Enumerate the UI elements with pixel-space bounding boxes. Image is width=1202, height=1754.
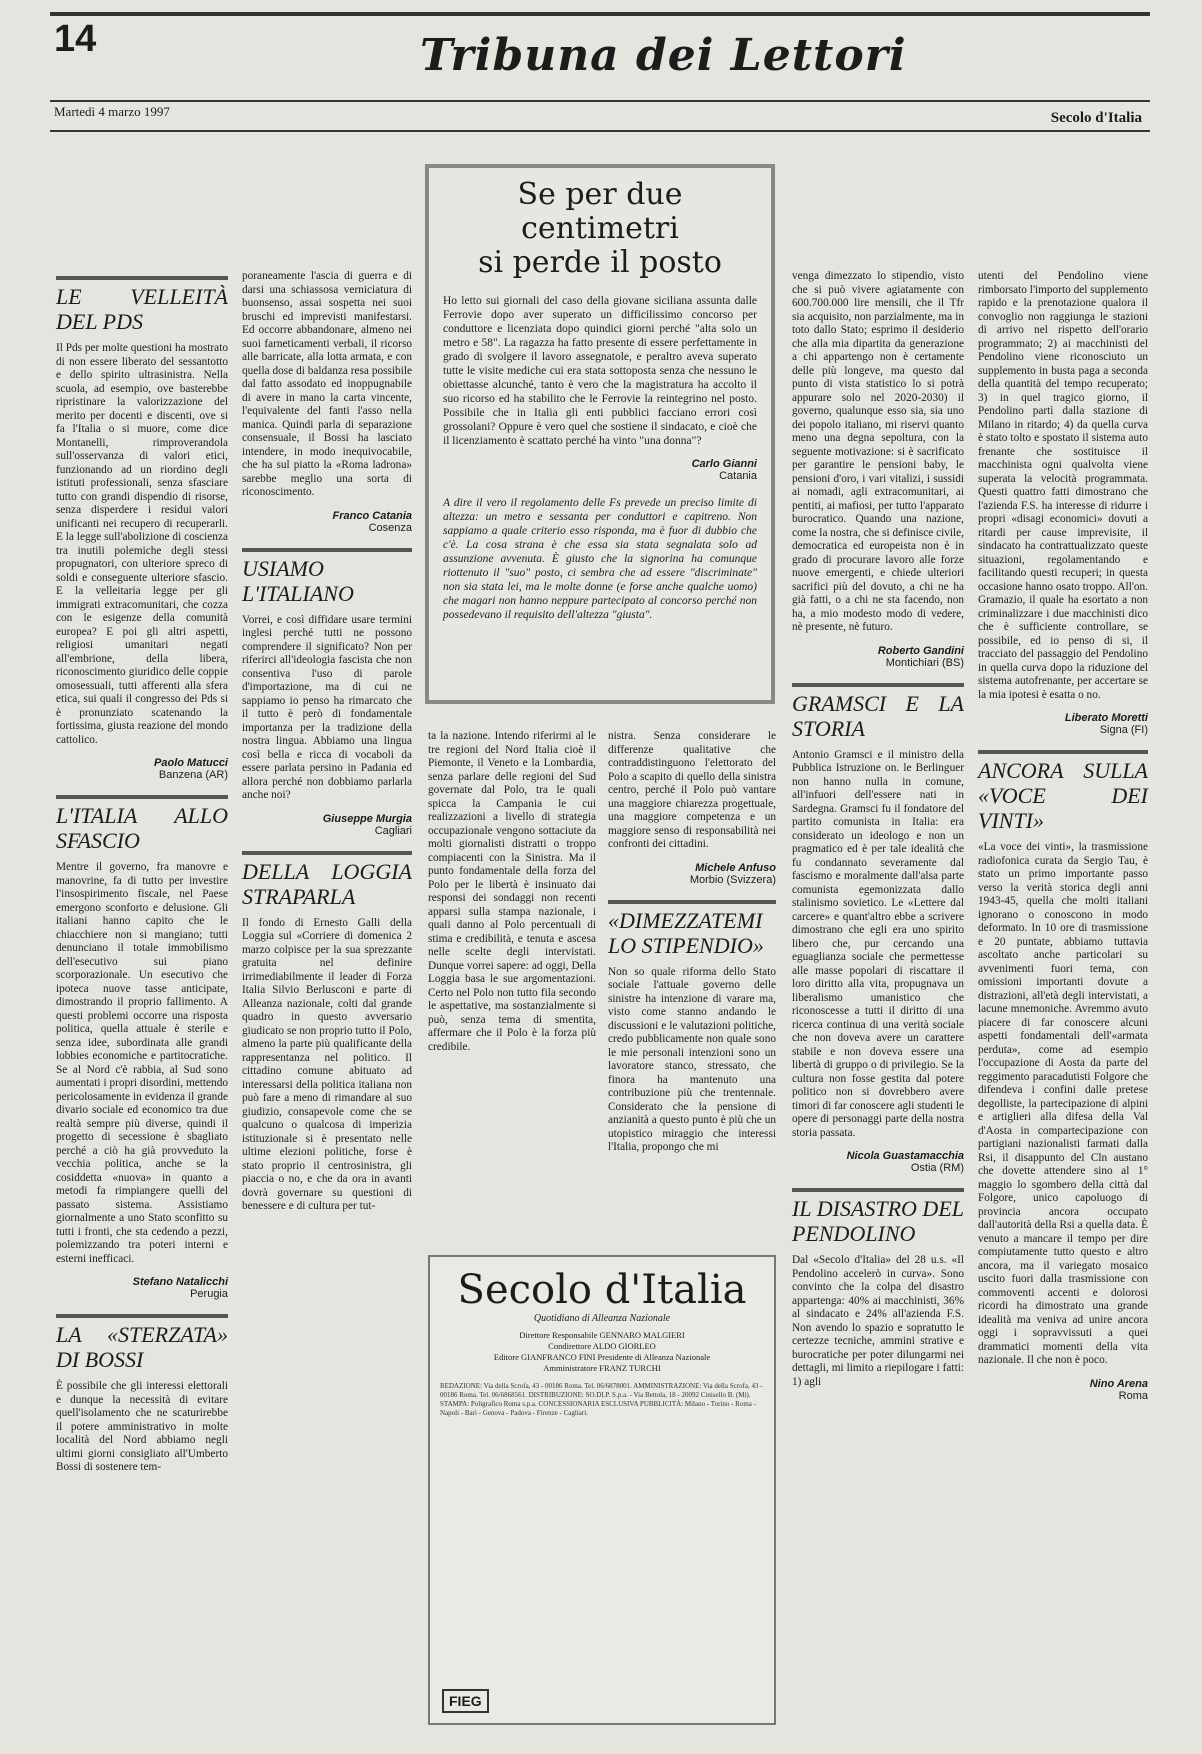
header-bottom-rule xyxy=(50,130,1150,132)
column-1 xyxy=(56,270,228,1478)
author-location: Roma xyxy=(1118,1389,1148,1402)
article-body: Antonio Gramsci e il ministro della Pubblica Istruzione on. le Berlinguer non hanno nulla in comune, all'infuori dell'essere nati in Sardegna. Gramsci fu il fondatore del partito comunista in Italia: era considerato un ideologo e non un pragmatico ed è per tale idealità che fu condannato severamente dal fascismo e moralmente dall'alsa parte comunista egemonizzata dallo stalinismo sovietico. Le «Lettere dal carcere» e quant'altro ebbe a scrivere dimostrano che egli era uno spirito libero che, pur cercando una eguaglianza sociale che permettesse alle masse popolari di riscattare il loro diritto alla vita, propugnava un liberalismo umanistico che riconoscesse a tutti il diritto di una ricerca continua di una verità sociale che non doveva avere un carattere stabile e non doveva essere una libertà di gruppo o di privilegio. Se la cultura non fosse gestita dal potere politico non si dovrebbero avere timori di far conoscere agli studenti le opere di personaggi parte della nostra storia passata. xyxy=(792,748,964,1139)
feature-title-line: si perde il posto xyxy=(478,245,722,280)
author-name: Nicola Guastamacchia xyxy=(846,1150,964,1162)
article-headline: ANCORA SULLA «VOCE DEI VINTI» xyxy=(978,750,1148,833)
article-body: È possibile che gli interessi elettorali e dunque la necessità di evitare quell'isolamento che ne scaturirebbe il potere amministrativo in molte località del Nord abbiamo negli ultimi giorni consigliato all'Umberto Bossi di sostenere tem- xyxy=(56,1380,228,1473)
article-body: Il fondo di Ernesto Galli della Loggia sul «Corriere di domenica 2 marzo colpisce per la sua sprezzante gratuita nel definire irrimediabilmente il leader di Forza Italia Silvio Berlusconi e parte di Alleanza nazionale, colti dal grande quadro in questo avversario giudicato se non proprio tutto il Polo, almeno la parte più qualificante della rappresentanza nel politico. Il cittadino comune abituato ad interessarsi della politica italiana non può fare a meno di rimandare al suo giudizio, consapevole come che se qualcuno o qualcosa di imperizia istituzionale si è presentato nelle ultime elezioni politiche, forse è stato proprio il centrosinistra, gli piaccia o no, e che da ora in avanti dovrà governare su questioni di benessere e di cultura per tut- xyxy=(242,916,412,1212)
author-name: Stefano Natalicchi xyxy=(132,1276,228,1288)
column-3 xyxy=(428,730,596,1230)
article-body: utenti del Pendolino viene rimborsato l'importo del supplemento rapido e la prenotazione qualora il convoglio non raggiunga le stazioni di arrivo nel rispetto dell'orario programmato; 2) ai macchinisti del Pendolino viene riconosciuto un supplemento in busta paga a seconda della quantità del tempo recuperato; 3) in quel tragico giorno, il Pendolino partì dalla stazione di Milano in ritardo; 4) da quella curva è stato tolto e spostato il sistema auto frenante che sostituisce il macchinista ogni qualvolta viene superata la velocità programmata. Questi quattro fatti dimostrano che l'azienda F.S. ha interesse di ridurre i propri «disagi economici» dovuti a ritardi per cause imprevisite, il sindacato ha contrattualizzato queste situazioni, regolamentando e facilitando questi recuperi; in questa occasione hanno osato troppo. All'on. Gramazio, il quale ha esortato a non criminalizzare i due macchinisti dico che è sufficiente controllare, se possibile, ed io penso di si, il tracciato del passaggio del Pendolino in quella curva dopo la riduzione del sistema autofrenante, per accertare se la mia ipotesi è esatta o no. xyxy=(978,270,1148,701)
header-rule xyxy=(50,100,1150,102)
author-name: Franco Catania xyxy=(332,509,412,522)
editorial-reply: A dire il vero il regolamento delle Fs prevede un preciso limite di altezza: un metro e sessanta per conduttori e capitreno. Non sappiamo a quale criterio esso risponda, ma è fuor di dubbio che c'è. La cosa strana è che essa sia stata segnalata solo ad assunzione avvenuta. È giusto che la signorina ha comunque riottenuto il "suo" posto, ci sembra che ad essere "discriminate" non sia stata lei, ma le molte donne (e forse anche qualche uomo) che magari non hanno neppure partecipato al concorso perché non possedevano il requisito dell'altezza "giusta". xyxy=(443,497,757,621)
author-name: Carlo Gianni xyxy=(691,458,757,470)
feature-title-line: Se per due centimetri xyxy=(517,177,683,246)
column-2 xyxy=(242,270,412,1217)
fieg-logo: FIEG xyxy=(442,1689,489,1713)
feature-title xyxy=(443,178,757,280)
author-location: Banzena (AR) xyxy=(158,769,228,781)
page-number: 14 xyxy=(54,18,97,60)
article-body: venga dimezzato lo stipendio, visto che si può vivere agiatamente con 600.700.000 lire mensili, che il Tfr sia acquisito, non parzialmente, ma in toto dallo Stato; esprimo il desiderio che alla mia dipartita da generazione a chi appartengo non è certamente delle più longeve, ma questo dal punto di vista statistico lo si potrà appurare solo nel 2020-2030) il governo, qualunque esso sia, sia uno dei popolo italiano, mi riservi quanto meno una degna sepoltura, con la seguente motivazione: si è sacrificato per garantire le pensioni baby, le pensioni d'oro, i vari vitalizi, i sussidi ai nomadi, agli extracomunitari, ai pentiti, ai mafiosi, per tutto l'apparato burocratico. Quando una nazione, come la nostra, che si definisce civile, democratica ed europeista non è in grado di procurare lavoro alle forze nuove emergenti, e chiede ulteriori sacrifici più del dovuto, a chi ne ha già fatti, o a chi ne sta facendo, non ha, a mio modesto modo di vedere, nè presente, nè futuro. xyxy=(792,270,964,633)
article-body: Dal «Secolo d'Italia» del 28 u.s. «Il Pendolino accelerò in curva». Sono convinto che la colpa del disastro appartenga: 40% ai macchinisti, 36% al sindacato e 24% all'azienda F.S. Non avendo lo spazio e sopratutto le certezze tecniche, ammini strative e burocratiche per poter dilungarmi nei dettagli, mi limito a riepilogare i fatti: 1) agli xyxy=(792,1254,964,1388)
author-name: Giuseppe Murgia xyxy=(322,812,412,825)
colophon-box xyxy=(428,1255,776,1725)
issue-date: Martedì 4 marzo 1997 xyxy=(54,104,170,119)
article-headline: DELLA LOGGIA STRAPARLA xyxy=(242,851,412,909)
author-name: Liberato Moretti xyxy=(1064,712,1148,724)
article-headline: «DIMEZZATEMI LO STIPENDIO» xyxy=(608,900,776,958)
column-6 xyxy=(978,270,1148,1416)
author-location: Montichiari (BS) xyxy=(885,656,964,669)
author-location: Signa (FI) xyxy=(1099,724,1148,736)
newspaper-name: Secolo d'Italia xyxy=(1050,110,1142,126)
author-name: Nino Arena xyxy=(1089,1377,1148,1390)
author-name: Paolo Matucci xyxy=(154,757,228,769)
author-location: Morbio (Svizzera) xyxy=(689,873,776,886)
feature-box xyxy=(425,164,775,704)
feature-letter: Ho letto sui giornali del caso della giovane siciliana assunta dalle Ferrovie dopo aver superato un difficilissimo concorso per conduttore e licenziata dopo quindici giorni perché "alta solo un metro e 58". La ragazza ha fatto presente di essere perfettamente in grado di svolgere il lavoro assegnatole, e peraltro aveva superato tutte le visite mediche cui era stata sottoposta senza che nessuno le obiettasse alcunché, tanto è vero che la magistratura ha accolto il suo ricorso ed ha stabilito che le Ferrovie la reintegrino nel posto. Possibile che in Italia gli enti pubblici facciano errori così grossolani? Oppure è vero quel che sostiene il sindacato, e cioè che il licenziamento è scattato perché ha vinto "una donna"? xyxy=(443,295,757,447)
article-body: «La voce dei vinti», la trasmissione radiofonica curata da Sergio Tau, è stato un primo importante passo verso la verità storica degli anni 1943-45, quella che molti italiani ignorano o conoscono in modo deformato. In 10 ore di trasmissione e 20 puntate, abbiamo tuttavia ascoltato anche particolari su avvenimenti fuori tema, con omissioni importanti dovute a distrazioni, all'età degli intervistati, a lacune mnemoniche. Avremmo avuto piacere di far conoscere alcuni aspetti fondamentali dell'«armata perduta», come ad esempio l'occupazione di Aosta da parte del reggimento paracadutisti Folgore che difendeva i confini dalle pretese degolliste, la partecipazione di alpini e artiglieri alla difesa della Val d'Aosta in compartecipazione con partigiani nazionalisti farmati dalla Rsi, il disappunto del Cln austano che dovette attendere sino al 1° maggio lo sgombero della città dal Folgore, unico capoluogo di provincia ancora occupato dall'autorità della Rsi a quella data. È venuto a mancare il tempo per dire compiutamente tutto questo e altro ancora, ma il variegato mosaico uscito fuori dalla trasmissione con commoventi accenti e dolorosi ricordi ha dimostrato una grande idealità ma veniva ad unire ancora oggi i sopravvissuti a quei drammatici momenti della vita nazionale. Il che non è poco. xyxy=(978,841,1148,1366)
author-location: Perugia xyxy=(190,1288,228,1300)
article-headline: GRAMSCI E LA STORIA xyxy=(792,683,964,741)
author-location: Catania xyxy=(719,470,757,482)
colophon-subtitle: Quotidiano di Alleanza Nazionale xyxy=(533,1313,671,1324)
column-4 xyxy=(608,730,776,1230)
colophon-line: Condirettore ALDO GIORLEO xyxy=(548,1341,656,1351)
section-masthead: Tribuna dei Lettori xyxy=(420,30,907,81)
author-name: Roberto Gandini xyxy=(877,644,964,657)
article-headline: LE VELLEITÀ DEL PDS xyxy=(56,276,228,334)
author-name: Michele Anfuso xyxy=(695,861,776,874)
colophon-details: REDAZIONE: Via della Scrofa, 43 - 00186 Roma. Tel. 06/6878001. AMMINISTRAZIONE: Via della Scrofa, 43 - 00186 Roma. Tel. 06/6868561. DISTRIBUZIONE: SO.DI.P. S.p.a. - Via Bettola, 18 - 20092 Cinisello B. (Mi). STAMPA: Poligrafico Roma s.p.a. CONCESSIONARIA ESCLUSIVA PUBBLICITÀ: Milano - Torino - Roma - Napoli - Bari - Genova - Padova - Firenze - Cagliari. xyxy=(440,1382,763,1417)
article-body: Mentre il governo, fra manovre e manovrine, fa di tutto per investire l'insospirimento fiscale, nel Paese emergono sconforto e delusione. Gli italiani hanno capito che le chiacchiere non si mangiano; tutti denunciano il totale immobilismo dell'esecutivo sui piano scorporazionale. Un esecutivo che ipoteca nuove tasse anticipate, dimostrando il proprio fallimento. A questi problemi occorre una risposta politica, quella attuale è sterile e senza idee, subordinata alle grandi lobbies economiche e partitocratiche. Se al Nord c'è rabbia, al Sud sono aumentati i propri disordini, mettendo pericolosamente in evidenza il grande divario sociale ed economico tra due realtà sempre più diverse, quindi il progetto di secessione è sbagliato perché a ciò ha già provveduto la vecchia politica, anche se la cosiddetta «nuova» in quanto a metodi fa rimpiangere quelli del passato sistema. Assistiamo giornalmente a uno Stato sconfitto su tutti i fronti, che sta cedendo a pezzi, polemizzando tra poteri interni e esterni inefficaci. xyxy=(56,861,228,1265)
article-body: Il Pds per molte questioni ha mostrato di non essere liberato del sessantotto e dello spirito ultrasinistra. Nella scuola, ad esempio, ove basterebbe ripristinare la valorizzazione del merito per docenti e discenti, ove si fa l'Italia o si muore, come dice Montanelli, rimproverandola sull'osservanza di valori etici, funzionando ad un riordino degli istituti professionali, senza sfasciare tutto con grandi dispendio di risorse, senza disperdere i residui valori unificanti nei recupero di recuperarli. E la legge sull'abolizione di coscienza tra inutili polemiche degli stessi propugnatori, con ulteriore spreco di soldi e conseguente ulteriore sfascio. E la velleitaria legge per gli immigrati extracomunitari, che cozza con le esigenze della comunità europea? E poi gli altri aspetti, religiosi umanitari negati all'embrione, della libera, riconoscimento giuridico delle coppie omosessuali, tutti afferenti alla sfera etica, sui quali il congresso dei Pds si è pronunziato scatenando la fortissima, giusta reazione del mondo cattolico. xyxy=(56,342,228,746)
article-body: Non so quale riforma dello Stato sociale l'attuale governo delle sinistre ha intenzione di varare ma, visto come stanno andando le discussioni e le valutazioni politiche, credo pubblicamente non quale sono le mie personali intenzioni sono un lavoratore stanco, stressato, che finora ha mantenuto una contribuzione più che trentennale. Considerato che la pensione di anzianità a questo punto è più che un utopistico miraggio che interessi l'Italia, propongo che mi xyxy=(608,965,776,1153)
author-location: Ostia (RM) xyxy=(910,1162,964,1174)
author-location: Cosenza xyxy=(368,521,412,534)
colophon-line: Direttore Responsabile GENNARO MALGIERI xyxy=(519,1330,685,1340)
colophon-line: Amministratore FRANZ TURCHI xyxy=(543,1363,661,1373)
top-rule xyxy=(50,12,1150,16)
article-body: ta la nazione. Intendo riferirmi al le tre regioni del Nord Italia cioè il Piemonte, il Veneto e la Lombardia, senza parlare delle regioni del Sud governate dal Polo, tra le quali spicca la Campania le cui realizzazioni a livello di strategia occupazionale vengono sottaciute da molti giornalisti distratti o troppo compiacenti con la Sinistra. Ma il punto fondamentale della forza del Polo per le libertà è insinuato dai responsi dei sondaggi non recenti apparsi sulla stampa nazionale, i quali danno al Polo percentuali di stima e credibilità, e tenuta e ascesa nelle scelte degli intervistati. Dunque vorrei sapere: ad oggi, Della Loggia basa le sue argomentazioni. Certo nel Polo non tutto fila secondo le aspettative, ma sostanzialmente si può, senza tema di smentita, affermare che il Polo è la forza più credibile. xyxy=(428,730,596,1053)
author-location: Cagliari xyxy=(374,824,412,837)
article-headline: IL DISASTRO DEL PENDOLINO xyxy=(792,1188,964,1246)
colophon-line: Editore GIANFRANCO FINI Presidente di Alleanza Nazionale xyxy=(493,1352,711,1362)
column-5 xyxy=(792,270,964,1392)
colophon-title: Secolo d'Italia xyxy=(457,1267,747,1313)
article-body: Vorrei, e così diffidare usare termini inglesi perché tutti ne possono comprendere il significato? Non per riferirci all'ideologia fascista che non consentiva l'uso di parole d'importazione, ma di cui ne sappiamo io penso ha rimarcato che il tutto è però di fondamentale importanza per la tradizione della nostra lingua. Abbiamo una lingua così bella e ricca di vocaboli da essere parlata persino in Padania ed allora perché non dobbiamo parlarla anche noi? xyxy=(242,613,412,801)
article-headline: USIAMO L'ITALIANO xyxy=(242,548,412,606)
article-body: nistra. Senza considerare le differenze qualitative che contraddistinguono l'elettorato del Polo a scapito di quello della sinistra centro, perché il Polo può vantare una maggiore chiarezza progettuale, una maggiore competenza e un maggiore senso di responsabilità nei confronti dei cittadini. xyxy=(608,730,776,850)
article-headline: L'ITALIA ALLO SFASCIO xyxy=(56,795,228,853)
article-headline: LA «STERZATA» DI BOSSI xyxy=(56,1314,228,1372)
article-body: poraneamente l'ascia di guerra e di darsi una schiassosa verniciatura di buonsenso, assai sospetta nei suoi bruschi ed imprevisti manifestarsi. Ed occorre abbandonare, almeno nei suoi farneticamenti verbali, il ricorso alle barricate, alla lotta armata, e con quella dose di baldanza resa possibile dal fatto assodato ed inoppugnabile di avere in mano la carta vincente, l'equivalente del fanti l'asso nella manica. Quindi parla di separazione consensuale, il Bossi ha lasciato intendere, in modo inequivocabile, che ha sul piatto la «Roma ladrona» sarebbe meglio una sorta di riconoscimento. xyxy=(242,270,412,498)
